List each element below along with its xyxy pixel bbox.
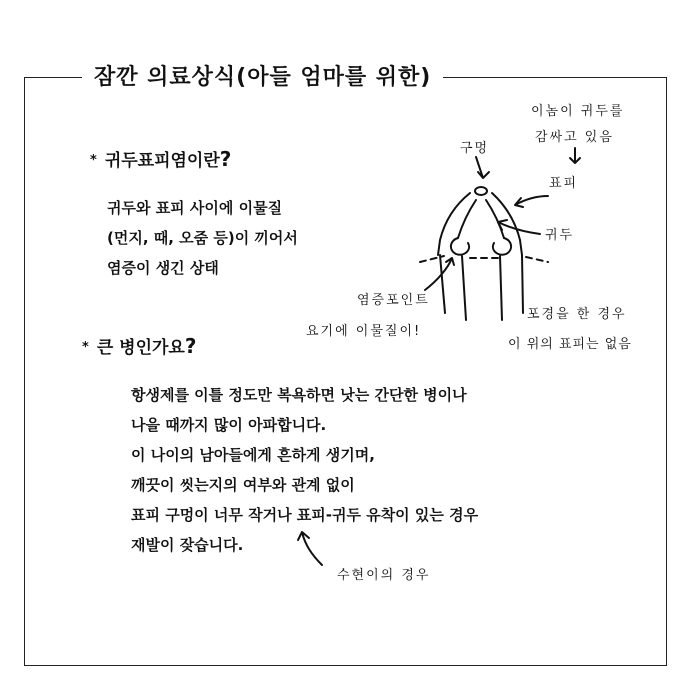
question-mark: ? — [184, 334, 197, 358]
question-mark: ? — [219, 147, 232, 171]
section-heading-text: 귀두표피염이란 — [104, 151, 220, 171]
hole-arrow — [476, 157, 489, 178]
label-erect-2: 이 위의 표피는 없음 — [508, 337, 632, 352]
label-glans: 귀두 — [545, 228, 575, 243]
glans-arrow — [498, 220, 540, 234]
label-erect-1: 포경을 한 경우 — [527, 307, 627, 322]
case-annotation: 수현이의 경우 — [337, 568, 431, 583]
text-line: 깨끗이 씻는지의 여부와 관계 없이 — [131, 476, 355, 494]
glans-outline — [458, 200, 476, 238]
label-inflammation: 염증포인트 — [357, 293, 430, 308]
shaft-outline — [440, 255, 445, 313]
case-arrow — [298, 532, 322, 565]
text-line: 재발이 잦습니다. — [131, 536, 244, 554]
text-line: (먼지, 때, 오줌 등)이 끼어서 — [107, 229, 298, 247]
text-line: 표피 구멍이 너무 작거나 표피-귀두 유착이 있는 경우 — [131, 506, 479, 524]
label-foreskin: 표피 — [549, 176, 579, 191]
text-line: 나을 때까지 많이 아파합니다. — [131, 416, 327, 434]
section-heading-text: 큰 병인가요 — [96, 338, 185, 358]
label-surround-1: 이놈이 귀두를 — [531, 104, 625, 119]
text-line: 이 나이의 남아들에게 흔하게 생기며, — [131, 446, 375, 464]
text-line: 귀두와 표피 사이에 이물질 — [107, 199, 283, 217]
inflammation-arrow — [425, 258, 454, 290]
surround-arrow — [570, 148, 580, 163]
foreskin-arrow — [515, 196, 548, 207]
text-line: 항생제를 이틀 정도만 복욕하면 낫는 간단한 병이나 — [131, 386, 467, 404]
page-title: 잠깐 의료상식(아들 엄마를 위한) — [82, 60, 443, 91]
bullet-icon: * — [90, 153, 97, 168]
label-surround-2: 감싸고 있음 — [535, 130, 614, 145]
label-hole: 구멍 — [460, 141, 490, 156]
foreskin-outline — [438, 193, 470, 255]
label-here: 요기에 이물질이! — [306, 324, 422, 339]
hole-circle — [475, 187, 487, 195]
bullet-icon: * — [82, 340, 89, 355]
text-line: 염증이 생긴 상태 — [107, 259, 219, 277]
